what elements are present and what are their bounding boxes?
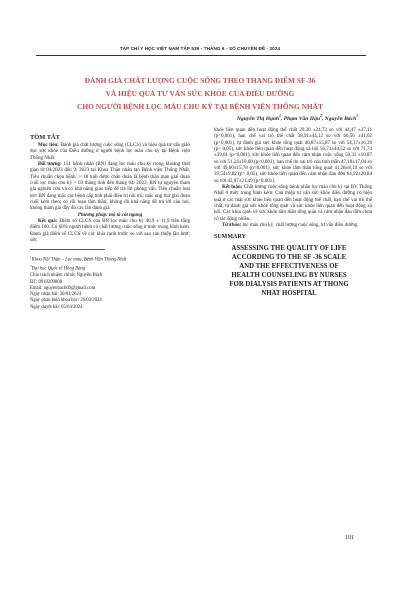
title-line: VÀ HIỆU QUẢ TƯ VẤN SỨC KHỎE CỦA ĐIỀU DƯỠNG [105,89,295,98]
author-affiliation-mark: 1 [279,114,281,118]
paragraph-label: Từ khóa: [222,223,242,229]
footnote-text: Ngày duyệt bài: 05/04/2024 [30,304,83,310]
paragraph-text: Điểm số CLCS của BN lọc máu chu kỳ 46,9 ± 11,9 trên tổng điểm 100. Có 60% người bệnh có chất lượng cuộc sống ở mức trung bình kém. Đánh giá điểm số CLCS về các khía cạnh trước so với sau can thiệp lần lượt: sức [30,219,191,244]
footnote-mark: 1 [30,254,32,259]
paragraph-label: Mục tiêu: [38,143,59,148]
footnote-text: Chịu trách nhiệm chính: Nguyễn Bách [30,273,103,279]
abstract-paragraph [214,223,372,229]
english-title-line: NHAT HOSPITAL [261,289,317,297]
abstract-paragraph [30,219,190,244]
footnotes [30,254,190,312]
abstract-left-text [30,143,190,245]
running-head: TẠP CHÍ Y HỌC VIỆT NAM TẬP 539 - THÁNG 6 - SỐ CHUYÊN ĐỀ - 2024 [119,46,281,51]
abstract-paragraph [30,162,190,213]
footnote-rule [30,249,105,250]
abstract-right-text [214,128,372,230]
title-line: CHO NGƯỜI BỆNH LỌC MÁU CHU KỲ TẠI BỆNH VIỆN THỐNG NHẤT [77,102,323,111]
footnote-text: Đại học Quốc tế Hồng Bàng [31,266,86,272]
paragraph-text: Chất lượng cuộc sống bệnh nhân lọc máu chu kỳ tại BV Thống Nhất ở mức trung bình kém. Can thiệp tư vấn sức khỏe điều dưỡng có hiệu quả ở các mặt sức khỏe liên quan đến hoạt động thể chất, hạn chế vai trò thể chất, tự đánh giá sức khỏe tổng quát và sức khỏe liên quan đến hoạt động xã hội. Các khía cạnh về sức khỏe tâm thần tổng quát và cảm nhận đau đớn chưa có tác động nhiều. [214,185,373,222]
paragraph-text: khỏe liên quan đến hoạt động thể chất 29,30 ±24,73 so với 44,47 ±27,11 (p<0,001), hạn chế vai trò thể chất 38,91±44,12 so với 66,56 ±41,02 (p<0,001), tự đánh giá sức khỏe tổng quát 46,87±15,87 so với 54,37±16,39 (p< 0,05), sức khỏe liên quan đến hoạt động xã hội 56,73±44,52 so với 71,74 ±39,01 (p<0,001), sức khỏe liên quan đến cảm nhận cuộc sống 50,32 ±10,87 so với 51,24±10,60 (p<0,001), hạn chế do vai trò của tình thần 47,10±17,04 so với 49,00±15,78 (p<0,001), sức khỏe tâm thần tổng quát 41,28±8,19 so với 39,54±9,82 (p> 0,05), sức khỏe liên quan đến cảm nhận đau đớn 64,92±20,84 so với 42,07±21,49 (p<0,001). [214,128,372,184]
paragraph-label: Phương pháp: [77,212,108,218]
author-name: Nguyễn Bách [324,115,357,122]
left-column [30,134,190,311]
english-title-line: FOR DIALYSIS PATIENTS AT THONG [229,280,349,288]
footnote-line [30,305,190,311]
author-list [237,114,358,122]
paragraph-text: lọc máu chu kỳ, chất lượng cuộc sống, tư vấn điều dưỡng. [241,223,359,229]
abstract-paragraph [30,143,190,162]
english-title-line: ACCORDING TO THE SF -36 SCALE [231,253,347,261]
footnote-mark: 2 [30,264,32,269]
title-line: ĐÁNH GIÁ CHẤT LƯỢNG CUỘC SỐNG THEO THANG ĐIỂM SF-36 [84,76,316,85]
footnote-text: Email: nguyenbach69@gmail.com [30,285,96,291]
footnote-text: Khoa Nội Thận – Lọc máu, Bệnh Viện Thống Nhất [31,257,127,263]
paragraph-text: Đánh giá chất lượng cuộc sống (CLCS) và hiệu quả tư vấn giáo dục sức khỏe của Điều dưỡng ở người bệnh lọc máu chu kỳ tại Bệnh viện Thống Nhất. [30,143,190,161]
article-title [30,74,370,113]
author-affiliation-mark: 1 [356,114,358,118]
author-affiliation-mark: 2 [320,114,322,118]
abstract-paragraph [214,185,372,223]
footnote-text: Ngày phản biện khoa học: 29/03/2024 [30,298,102,304]
author-separator: , [280,115,284,122]
footnote-text: Ngày nhận bài: 30/01/2024 [30,292,82,298]
english-title-line: AND THE EFFECTIVENESS OF [239,262,339,270]
english-title-line: HEALTH COUNSELING BY NURSES [231,271,347,279]
paragraph-label: Kết luận: [222,185,243,191]
author-name: Nguyễn Thị Hạnh [236,115,280,122]
english-title [220,244,358,298]
right-column [214,128,372,298]
paragraph-label: Đối tượng: [38,162,62,168]
footnote-line [30,254,190,264]
abstract-heading: TÓM TẮT [30,134,60,141]
footnote-line [30,263,190,273]
page-number: 101 [345,535,354,541]
abstract-paragraph [214,128,372,185]
paragraph-text: 151 bệnh nhân (BN) đang lọc máu chu kỳ trong khoảng thời gian từ 04/2023 đến 9/ 2023 tại Khoa Thận nhân tạo Bệnh viện Thống Nhất. Tiêu chuẩn chọn bệnh: > 18 tuổi được chẩn đoán là bệnh thận mạn giai đoạn cuối lọc máu chu kỳ > 03 tháng tính đến tháng 04/ 2023. BN tự nguyện tham gia nghiên cứu và có khả năng giao tiếp để trả lời phỏng vấn. Tiêu chuẩn loại trừ: BN đang mắc các bệnh cấp tính phải điều trị nội trú; mắc ung thư giai đoạn cuối kèm theo; có rối loạn tâm thần; không đủ khả năng để trả lời câu hỏi, không tham gia đầy đủ các lần đánh giá. [30,162,190,212]
paragraph-label: Kết quả: [38,219,58,225]
author-separator: , [321,115,325,122]
header-rule [36,55,366,56]
author-name: Phạm Văn Hậu [283,115,321,122]
paragraph-text: mô tả cắt ngang [107,212,143,218]
summary-heading: SUMMARY [214,233,246,240]
english-title-line: ASSESSING THE QUALITY OF LIFE [231,244,347,252]
footnote-text: ĐT: 0918209808 [30,279,62,285]
